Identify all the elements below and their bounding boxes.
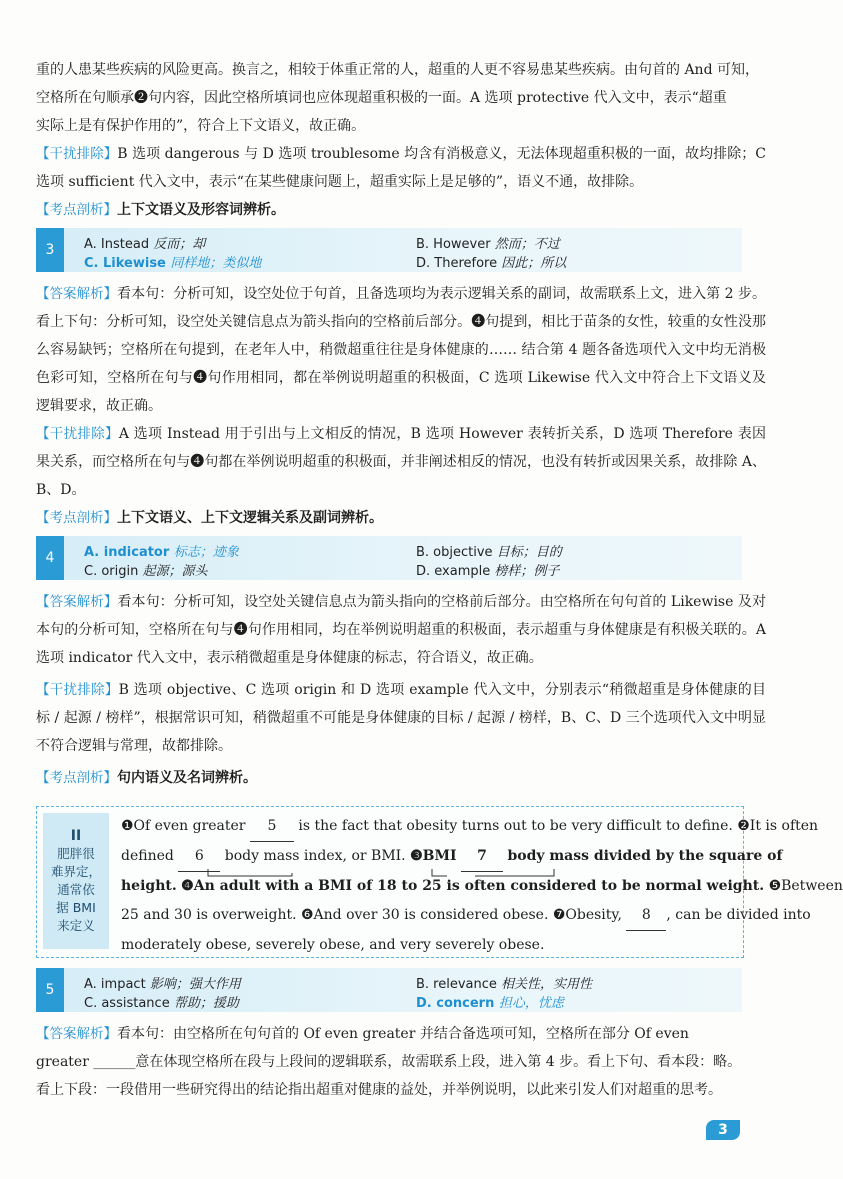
question-4-options	[36, 536, 742, 580]
section-roman: II	[70, 828, 82, 844]
blank-6[interactable]: 6	[178, 842, 220, 872]
blank-7[interactable]: 7	[461, 842, 503, 872]
question-number: 4	[36, 536, 64, 580]
point-text: 句内语义及名词辨析。	[117, 770, 257, 786]
option-a[interactable]: A. Instead 反而；却	[84, 237, 206, 252]
distract-tag: 【干扰排除】	[36, 426, 119, 442]
answer-tag: 【答案解析】	[36, 286, 118, 302]
option-b[interactable]: B. relevance 相关性，实用性	[416, 977, 593, 992]
side-line: 通常依	[57, 882, 95, 897]
answer-tag: 【答案解析】	[36, 594, 118, 610]
question-number: 5	[36, 968, 64, 1012]
point-text: 上下文语义、上下文逻辑关系及副词辨析。	[117, 510, 383, 526]
question-number: 3	[36, 228, 64, 272]
q4-distract	[36, 676, 766, 760]
option-d[interactable]: D. Therefore 因此；所以	[416, 256, 567, 271]
q4-point	[36, 764, 766, 792]
passage-line-5: moderately obese, severely obese, and very severely obese.	[121, 937, 545, 953]
q3-distract	[36, 420, 766, 504]
passage-line-3: height. ❹An adult with a BMI of 18 to 25 is often considered to be normal weight. ❺Between	[121, 878, 843, 894]
intro-line-2: 空格所在句顺承❷句内容，因此空格所填词也应体现超重积极的一面。A 选项 protective 代入文中，表示“超重	[36, 90, 727, 106]
option-d-correct[interactable]: D. concern 担心，忧虑	[416, 996, 564, 1011]
answer-line-1: 【答案解析】看本句：由空格所在句句首的 Of even greater 并结合备选项可知，空格所在部分 Of even	[36, 1026, 689, 1042]
option-c[interactable]: C. origin 起源；源头	[84, 564, 208, 579]
point-tag: 【考点剖析】	[36, 202, 117, 218]
passage-line-4: 25 and 30 is overweight. ❻And over 30 is considered obese. ❼Obesity, 8 , can be divided into	[121, 901, 733, 931]
blank-8[interactable]: 8	[626, 901, 666, 931]
q3-answer	[36, 280, 766, 420]
answer-tag: 【答案解析】	[36, 1026, 117, 1042]
q5-answer	[36, 1020, 766, 1104]
intro-point	[36, 196, 766, 224]
option-a[interactable]: A. impact 影响；强大作用	[84, 977, 241, 992]
point-text: 上下文语义及形容词辨析。	[117, 202, 285, 218]
side-line: 肥胖很	[57, 846, 95, 861]
option-a-correct[interactable]: A. indicator 标志；迹象	[84, 545, 239, 560]
intro-line-3: 实际上是有保护作用的”，符合上下文语义，故正确。	[36, 118, 366, 134]
side-line: 来定义	[57, 918, 95, 933]
distract-text: B 选项 objective、C 选项 origin 和 D 选项 example 代入文中，分别表示“稍微超重是身体健康的目标 / 起源 / 榜样”，根据常识可知，稍微超重不可能是身体健康的目标 / 起源 / 榜样，B、C、D 三个选项代入文中明显不符合逻辑与常理，故都排除。	[36, 682, 767, 754]
blank-5[interactable]: 5	[250, 812, 294, 842]
answer-text: 看本句：分析可知，设空处关键信息点为箭头指向的空格前后部分。由空格所在句句首的 Likewise 及对本句的分析可知，空格所在句与❹句作用相同，均在举例说明超重的积极面，表示超重与身体健康是有积极关联的。A 选项 indicator 代入文中，表示稍微超重是身体健康的标志，符合语义，故正确。	[36, 594, 766, 666]
passage-text	[121, 812, 843, 960]
intro-paragraph	[36, 56, 766, 140]
side-line: 据 BMI	[56, 900, 96, 915]
point-tag: 【考点剖析】	[36, 510, 117, 526]
distract-text: A 选项 Instead 用于引出与上文相反的情况，B 选项 However 表转折关系，D 选项 Therefore 表因果关系，而空格所在句与❹句都在举例说明超重的积极面，并非阐述相反的情况，也没有转折或因果关系，故排除 A、B、D。	[36, 426, 766, 498]
distract-tag: 【干扰排除】	[36, 682, 119, 698]
passage-box	[36, 806, 843, 958]
option-c[interactable]: C. assistance 帮助；援助	[84, 996, 239, 1011]
intro-line-1: 重的人患某些疾病的风险更高。换言之，相较于体重正常的人，超重的人更不容易患某些疾病。由句首的 And 可知，	[36, 62, 759, 78]
question-5-options	[36, 968, 742, 1012]
option-c-correct[interactable]: C. Likewise 同样地；类似地	[84, 256, 262, 271]
page-number: 3	[706, 1120, 740, 1140]
point-tag: 【考点剖析】	[36, 770, 117, 786]
q3-point	[36, 504, 766, 532]
intro-distract	[36, 140, 766, 196]
distract-text: B 选项 dangerous 与 D 选项 troublesome 均含有消极意义，无法体现超重积极的一面，故均排除；C 选项 sufficient 代入文中，表示“在某些健康问题上，超重实际上是足够的”，语义不通，故排除。	[36, 146, 766, 190]
passage-side-label	[43, 813, 109, 949]
q4-answer	[36, 588, 766, 672]
passage-line-1: ❶Of even greater 5 is the fact that obesity turns out to be very difficult to define. ❷It is often	[121, 812, 733, 842]
passage-line-2: defined 6 body mass index, or BMI. ❸BMI 7 body mass divided by the square of	[121, 842, 733, 872]
option-d[interactable]: D. example 榜样；例子	[416, 564, 560, 579]
side-line: 难界定，	[50, 864, 101, 879]
answer-line-2: greater ______意在体现空格所在段与上段间的逻辑联系，故需联系上段，进入第 4 步。看上下句、看本段：略。	[36, 1054, 742, 1070]
answer-text: 看本句：分析可知，设空处位于句首，且备选项均为表示逻辑关系的副词，故需联系上文，进入第 2 步。看上下句：分析可知，设空处关键信息点为箭头指向的空格前后部分。❹句提到，相比于苗条的女性，较重的女性没那么容易缺钙；空格所在句提到，在老年人中，稍微超重往往是身体健康的…… 结合第 4 题各备选项代入文中均无消极色彩可知，空格所在句与❹句作用相同，都在举例说明超重的积极面，C 选项 Likewise 代入文中符合上下文语义及逻辑要求，故正确。	[36, 286, 766, 414]
distract-tag: 【干扰排除】	[36, 146, 118, 162]
option-b[interactable]: B. objective 目标；目的	[416, 545, 562, 560]
option-b[interactable]: B. However 然而；不过	[416, 237, 560, 252]
answer-line-3: 看上下段：一段借用一些研究得出的结论指出超重对健康的益处，并举例说明，以此来引发人们对超重的思考。	[36, 1082, 722, 1098]
question-3-options	[36, 228, 742, 272]
